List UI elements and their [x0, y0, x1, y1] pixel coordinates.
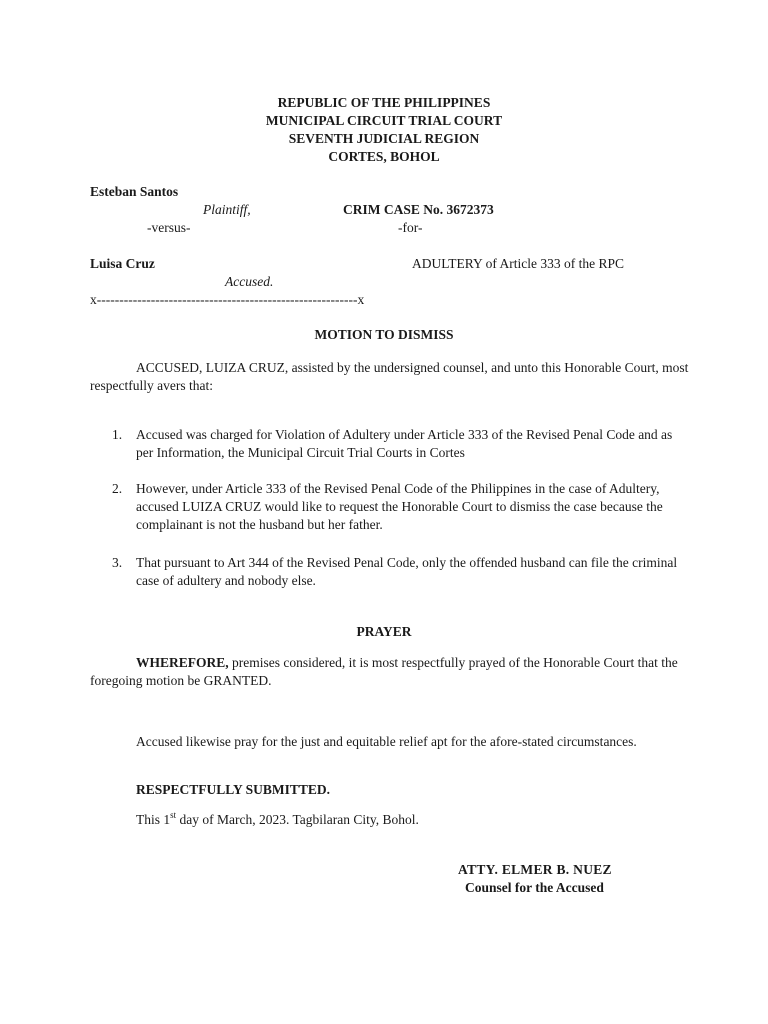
wherefore-paragraph: [90, 654, 690, 690]
header-republic: REPUBLIC OF THE PHILIPPINES: [277, 95, 491, 110]
intro-paragraph: ACCUSED, LUIZA CRUZ, assisted by the undersigned counsel, and unto this Honorable Court, most respectfully avers that:: [90, 360, 689, 393]
caption-divider: x----------------------------------------------------------x: [90, 292, 365, 307]
signatory-name: ATTY. ELMER B. NUEZ: [458, 862, 612, 877]
item-number: 3.: [112, 555, 123, 570]
prayer-heading: PRAYER: [356, 624, 412, 639]
header-location: CORTES, BOHOL: [328, 149, 440, 164]
date-line: [136, 811, 419, 829]
motion-title: MOTION TO DISMISS: [314, 327, 454, 342]
plaintiff-role: Plaintiff,: [203, 202, 251, 217]
header-court: MUNICIPAL CIRCUIT TRIAL COURT: [265, 113, 503, 128]
plaintiff-name: Esteban Santos: [90, 184, 179, 199]
signatory-title: Counsel for the Accused: [465, 880, 604, 895]
list-item: However, under Article 333 of the Revised Penal Code of the Philippines in the case of Adultery, accused LUIZA CRUZ would like to request the Honorable Court to dismiss the case because the complainant is not the husband but her father.: [136, 481, 663, 532]
accused-name: Luisa Cruz: [90, 256, 155, 271]
for-label: -for-: [398, 220, 423, 235]
relief-paragraph: Accused likewise pray for the just and equitable relief apt for the afore-stated circumstances.: [136, 734, 637, 749]
wherefore-text: premises considered, it is most respectfully prayed of the Honorable Court that the foregoing motion be GRANTED.: [90, 655, 678, 688]
date-suffix: day of March, 2023. Tagbilaran City, Bohol.: [176, 812, 419, 827]
offense-label: ADULTERY of Article 333 of the RPC: [412, 256, 624, 271]
list-item: Accused was charged for Violation of Adultery under Article 333 of the Revised Penal Code and as per Information, the Municipal Circuit Trial Courts in Cortes: [136, 427, 673, 460]
date-ordinal: st: [170, 809, 177, 820]
item-number: 1.: [112, 427, 123, 442]
accused-role: Accused.: [225, 274, 274, 289]
list-item: That pursuant to Art 344 of the Revised Penal Code, only the offended husband can file the criminal case of adultery and nobody else.: [136, 555, 678, 588]
versus-label: -versus-: [147, 220, 191, 235]
date-prefix: This 1: [136, 812, 171, 827]
item-number: 2.: [112, 481, 123, 496]
case-number: CRIM CASE No. 3672373: [343, 202, 494, 217]
wherefore-keyword: WHEREFORE,: [136, 655, 229, 670]
header-region: SEVENTH JUDICIAL REGION: [288, 131, 480, 146]
respectfully-submitted: RESPECTFULLY SUBMITTED.: [136, 782, 331, 797]
